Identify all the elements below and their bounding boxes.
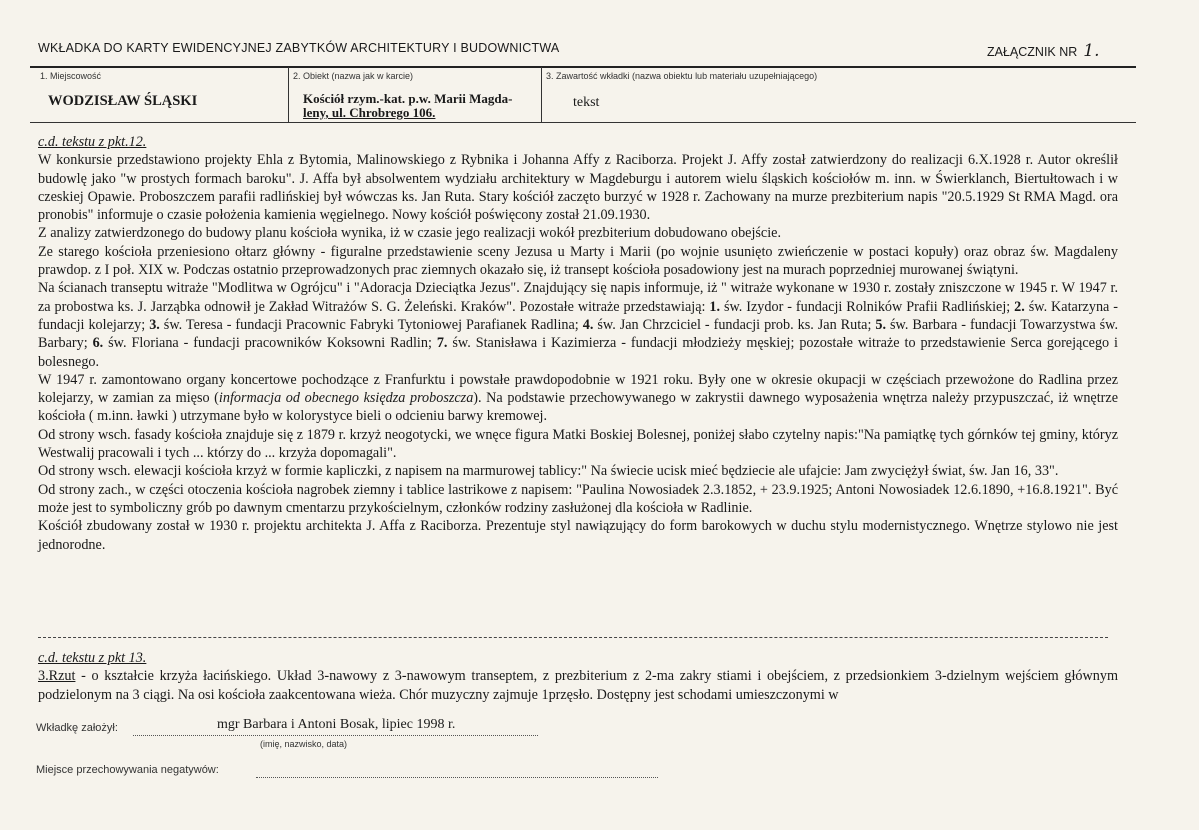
window-number: 3. [149, 316, 160, 333]
attachment-label: ZAŁĄCZNIK NR [987, 45, 1078, 59]
window-number: 6. [92, 335, 104, 352]
paragraph-analysis: Z analizy zatwierdzonego do budowy planu kościoła wynika, iż w czasie jego realizacji wokół prezbiterium dobudowano obejście. [38, 225, 782, 242]
window-number: 7. [436, 335, 448, 352]
plan-text: - o kształcie krzyża łacińskiego. Układ 3-nawowy z 3-nawowym transeptem, z prezbiterium z 2-ma zakry stiami i obejściem, z przedsionkiem 3-dzielnym wejściem głównym podzielonym na 3 ciągi. Na osi kościoła zaakcentowana wieża. Chór muzyczny zajmuje 1przęsło. Dostępny jest schodami umieszczonymi w [38, 668, 1118, 703]
window-text: św. Floriana - fundacji pracowników Koksowni Radlin; [103, 335, 437, 352]
paragraph-chapel-cross: Od strony wsch. elewacji kościoła krzyż w formie kapliczki, z napisem na marmurowej tablicy:" Na świecie ucisk mieć będziecie ale ufajcie: Jam zwyciężył świat, św. Jan 16, 33". [38, 463, 1059, 480]
object-value-line1: Kościół rzym.-kat. p.w. Marii Magda- [303, 92, 513, 106]
author-sub-label: (imię, nazwisko, data) [260, 739, 348, 749]
author-value: mgr Barbara i Antoni Bosak, lipiec 1998 r. [217, 717, 456, 732]
window-text: św. Jan Chrzciciel - fundacji prob. ks. Jan Ruta; [593, 316, 876, 333]
attachment-number [987, 41, 1100, 61]
paragraph-altar: Ze starego kościoła przeniesiono ołtarz główny - figuralne przedstawienie sceny Jezusa u Marty i Marii (po wojnie usunięto zwieńczenie w postaci kopuły) oraz obraz św. Magdaleny prawdop. z I poł. XIX w. Podczas ostatnio przeprowadzonych prac ziemnych okazało się, iż transept kościoła posadowiony jest na murach poprzedniej murowanej świątyni. [38, 243, 1118, 279]
header-rule-top [30, 66, 1136, 68]
paragraph-windows [38, 279, 1118, 370]
paragraph-summary: Kościół zbudowany został w 1930 r. projektu architekta J. Affa z Raciborza. Prezentuje styl nawiązujący do form barokowych w duchu stylu modernistycznego. Wnętrze stylowo nie jest jednorodne. [38, 518, 1118, 553]
window-text: św. Stanisława i Kazimierza - fundacji młodzieży męskiej; pozostałe witraże to przedstawienie Serca gorejącego i bolesnego. [38, 335, 1118, 370]
object-label: 2. Obiekt (nazwa jak w karcie) [293, 71, 414, 81]
negatives-label: Miejsce przechowywania negatywów: [36, 764, 219, 776]
window-number: 2. [1014, 298, 1025, 315]
paragraph-east-cross: Od strony wsch. fasady kościoła znajduje się z 1879 r. krzyż neogotycki, we wnęce figura Matki Boskiej Bolesnej, poniżej słabo czytelny napis:"Na pamiątkę tych górnków tej gminy, któryz Westwalij pracowali i tych ... którzy do ... krzyża dopomagali". [38, 426, 1118, 462]
field-divider-1 [288, 67, 289, 122]
window-text: św. Izydor - fundacji Rolników Prafii Radlińskiej; [720, 298, 1015, 315]
continuation-text-12 [38, 133, 1118, 554]
paragraph-organ [38, 371, 1118, 426]
paragraph-competition: W konkursie przedstawiono projekty Ehla z Bytomia, Malinowskiego z Rybnika i Johanna Affy z Raciborza. Projekt J. Affy został zatwierdzony do realizacji 6.X.1928 r. Autor określił budowlę jako "w prostych formach baroku". J. Affa był absolwentem wydziału architektury w Magdeburgu i autorem wielu śląskich kościołów m. inn. w Świerklanch, Biertułtowach i w czeskiej Opawie. Proboszczem parafii radlińskiej był wówczas ks. Jan Ruta. Stary kościół zaczęto burzyć w 1928 r. Zachowany na murze prezbiterium napis "20.5.1929 St RMA Magd. ora pronobis" informuje o czasie położenia kamienia węgielnego. Nowy kościół poświęcony został 21.09.1930. [38, 152, 1118, 224]
window-number: 4. [582, 316, 594, 333]
section-heading-13: c.d. tekstu z pkt 13. [38, 650, 147, 666]
paragraph-plan [38, 667, 1118, 704]
plan-lead: 3.Rzut [38, 668, 76, 685]
negatives-dotted-line [256, 777, 658, 778]
window-text: św. Katarzyna - fundacji kolejarzy; [38, 298, 1118, 333]
window-text: św. Barbara - fundacji Towarzystwa św. Barbary; [38, 316, 1118, 352]
object-value-line2: leny, ul. Chrobrego 106. [303, 105, 436, 120]
windows-intro: Na ścianach transeptu witraże "Modlitwa w Ogrójcu" i "Adoracja Dzieciątka Jezus". Znajdujący się napis informuje, iż " witraże wykonane w 1930 r. zostały zniszczone w 1945 r. W 1947 r. za probostwa ks. J. Jarząbka odnowił je Zakład Witrażów S. G. Żeleński. Kraków". Pozostałe witraże przedstawiają: [38, 280, 1118, 315]
form-title: WKŁADKA DO KARTY EWIDENCYJNEJ ZABYTKÓW ARCHITEKTURY I BUDOWNICTWA [38, 41, 560, 55]
content-value: tekst [573, 95, 600, 110]
continuation-text-13 [38, 649, 1118, 704]
organ-text-end: ). Na podstawie przechowywanego w zakrystii dawnego wyposażenia wnętrza należy przypuszczać, iż wnętrze kościoła ( m.inn. ławki ) utrzymane było w kolorystyce bieli o odcieniu barwy kremowej. [38, 390, 1118, 425]
content-label: 3. Zawartość wkładki (nazwa obiektu lub materiału uzupełniającego) [546, 71, 818, 81]
object-value [303, 92, 543, 122]
dashed-divider [38, 637, 1108, 638]
author-dotted-line [133, 735, 538, 736]
window-number: 5. [875, 316, 887, 333]
section-heading-12: c.d. tekstu z pkt.12. [38, 134, 147, 150]
attachment-number-value: 1. [1083, 41, 1100, 61]
locality-value: WODZISŁAW ŚLĄSKI [48, 93, 198, 109]
organ-source-note: informacja od obecnego księdza proboszcza [218, 390, 474, 407]
window-text: św. Teresa - fundacji Pracownic Fabryki Tytoniowej Parafianek Radlina; [159, 316, 583, 333]
paragraph-grave: Od strony zach., w części otoczenia kościoła nagrobek ziemny i tablice lastrikowe z napisem: "Paulina Nowosiadek 2.3.1852, + 23.9.1925; Antoni Nowosiadek 12.6.1890, +16.8.1921". Być może jest to symboliczny grób po dawnym cmentarzu przykościelnym, członków rodziny zasłużonej dla kościoła w Radlinie. [38, 481, 1118, 516]
author-label: Wkładkę założył: [36, 722, 118, 734]
window-number: 1. [709, 298, 721, 315]
organ-text: W 1947 r. zamontowano organy koncertowe pochodzące z Franfurktu i powstałe prawdopodobnie w 1921 roku. Były one w okresie okupacji w częściach przewożone do Radlina przez kolejarzy, w zamian za mięso ( [38, 371, 1118, 407]
header-rule-bottom [30, 122, 1136, 123]
locality-label: 1. Miejscowość [40, 71, 102, 81]
